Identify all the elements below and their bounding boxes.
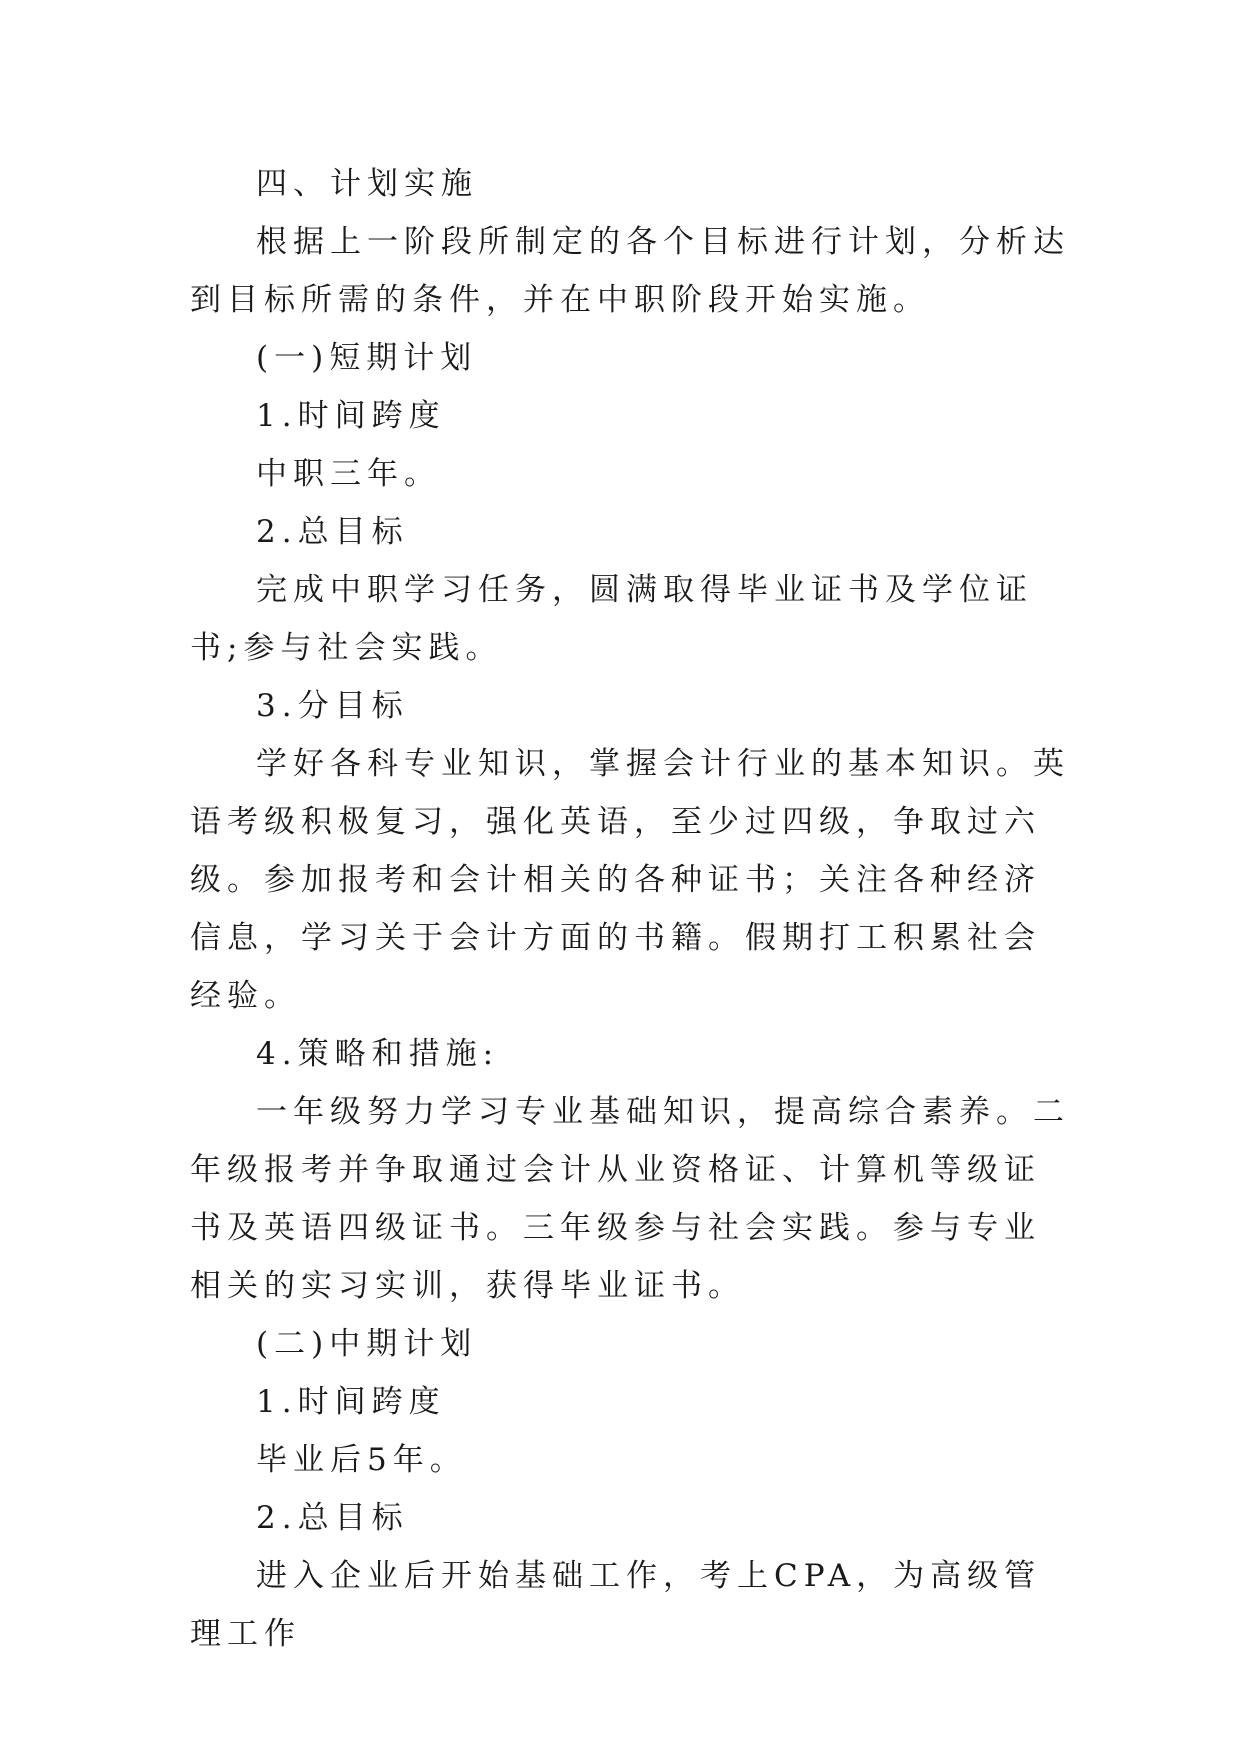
body-paragraph: 一年级努力学习专业基础知识，提高综合素养。二年级报考并争取通过会计从业资格证、计算机等级证书及英语四级证书。三年级参与社会实践。参与专业相关的实习实训，获得毕业证书。 [190,1094,1070,1304]
subsection-heading-short-term: (一)短期计划 [256,340,478,376]
item-heading-overall-goal: 2.总目标 [256,1500,409,1536]
item-heading-time-span: 1.时间跨度 [256,398,446,434]
item-heading-time-span: 1.时间跨度 [256,1384,446,1420]
document-page [190,155,1070,1663]
item-heading-strategies: 4.策略和措施: [256,1036,500,1072]
body-paragraph: 根据上一阶段所制定的各个目标进行计划，分析达到目标所需的条件，并在中职阶段开始实施。 [190,224,1070,318]
body-paragraph: 完成中职学习任务，圆满取得毕业证书及学位证书;参与社会实践。 [190,572,1033,666]
body-paragraph: 中职三年。 [256,456,441,492]
body-paragraph: 毕业后5年。 [256,1442,467,1478]
section-heading-plan-implementation: 四、计划实施 [256,166,478,202]
body-paragraph: 进入企业后开始基础工作，考上CPA，为高级管理工作 [190,1558,1042,1652]
item-heading-sub-goals: 3.分目标 [256,688,409,724]
item-heading-overall-goal: 2.总目标 [256,514,409,550]
body-paragraph: 学好各科专业知识，掌握会计行业的基本知识。英语考级积极复习，强化英语，至少过四级，争取过六级。参加报考和会计相关的各种证书；关注各种经济信息，学习关于会计方面的书籍。假期打工积累社会经验。 [190,746,1070,1014]
subsection-heading-mid-term: (二)中期计划 [256,1326,478,1362]
